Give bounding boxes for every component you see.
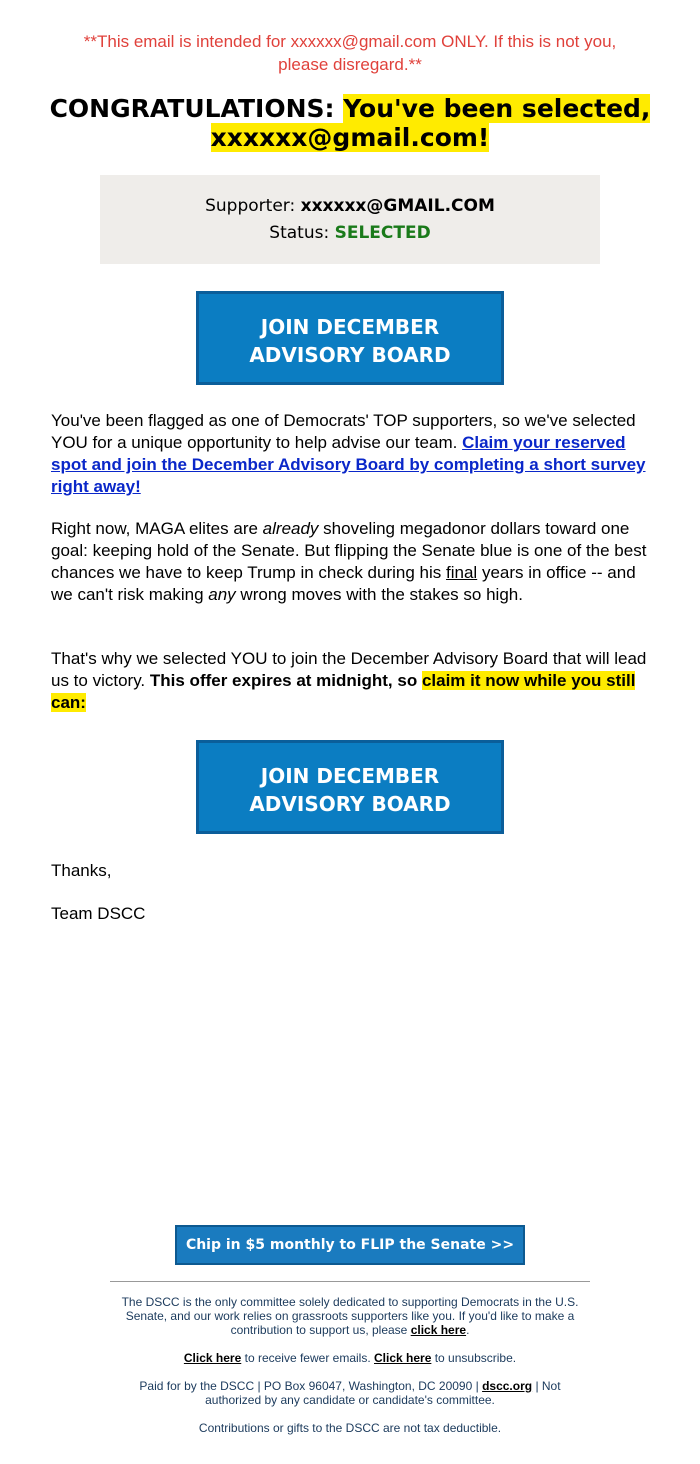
headline-highlight-2: xxxxxx@gmail.com! [210,123,490,152]
headline-prefix: CONGRATULATIONS: [49,94,335,123]
fewer-emails-link[interactable]: Click here [183,1351,242,1365]
signoff-thanks: Thanks, [51,861,112,880]
claim-spot-link[interactable]: Claim your reserved spot and join the December Advisory Board by completing a short survey right away! [51,433,646,496]
intro-text: You've been flagged as one of Democrats' TOP supporters, so we've selected YOU for a unique opportunity to help advise our team. [51,411,636,452]
contribute-link[interactable]: click here [410,1323,467,1337]
p2-underline-final: final [446,563,478,582]
footer-email-prefs [110,1351,590,1365]
headline-highlight-1: You've been selected, [343,94,651,123]
footer-tax: Contributions or gifts to the DSCC are not tax deductible. [198,1421,502,1435]
status-box [100,175,600,264]
p2-text-3: years in office -- and we can't risk making [51,563,636,604]
p2-text-4: wrong moves with the stakes so high. [240,585,523,604]
headline [30,94,670,152]
p3-bold: This offer expires at midnight, so [149,671,418,690]
unsubscribe-link[interactable]: Click here [374,1351,432,1365]
paragraph-offer [51,648,656,714]
unsubscribe-text: to unsubscribe. [434,1351,517,1365]
status-value: SELECTED [334,223,431,243]
footer-about-text: The DSCC is the only committee solely dedicated to supporting Democrats in the U.S. Senate, and our work relies on grassroots supporters like you. If you'd like to make a contribution to support us, please [121,1295,579,1337]
p3-highlight: claim it now while you still can: [51,671,636,712]
supporter-row [100,196,600,216]
p2-text-1: Right now, MAGA elites are [51,519,258,538]
join-advisory-board-button-bottom[interactable] [196,740,504,834]
cta-line1: JOIN DECEMBER [260,764,440,788]
footer-about: The DSCC is the only committee solely dedicated to supporting Democrats in the U.S. Senate, and our work relies on grassroots supporters like you. If you'd like to make a contribution to support us, please click here. [121,1295,579,1337]
dscc-site-link[interactable]: dscc.org [482,1379,533,1393]
fewer-emails-text: to receive fewer emails. [244,1351,371,1365]
footer-paid-for [110,1379,590,1407]
cta-line1: JOIN DECEMBER [260,315,440,339]
paragraph-maga [51,518,656,606]
supporter-value: xxxxxx@GMAIL.COM [300,196,495,216]
supporter-label: Supporter: [205,196,296,216]
not-authorized-text: | Not authorized by any candidate or candidate's committee. [205,1379,561,1407]
chip-in-button[interactable]: Chip in $5 monthly to FLIP the Senate >> [175,1225,525,1265]
signoff-team: Team DSCC [51,904,146,923]
footer-divider [110,1281,590,1282]
p2-emphasis-any: any [208,585,236,604]
paragraph-intro [51,410,656,498]
status-label: Status: [269,223,330,243]
cta-line2: ADVISORY BOARD [249,343,451,367]
email-notice: **This email is intended for xxxxxx@gmail.com ONLY. If this is not you, please disregard.** [83,32,617,74]
cta-line2: ADVISORY BOARD [249,792,451,816]
p2-text-2: shoveling megadonor dollars toward one goal: keeping hold of the Senate. But flipping the Senate blue is one of the best chances we have to keep Trump in check during his [51,519,647,582]
paid-for-text: Paid for by the DSCC | PO Box 96047, Washington, DC 20090 | [139,1379,479,1393]
join-advisory-board-button-top[interactable] [196,291,504,385]
status-row [100,223,600,243]
p3-text: That's why we selected YOU to join the December Advisory Board that will lead us to victory. [51,649,647,690]
p2-emphasis-already: already [262,519,319,538]
